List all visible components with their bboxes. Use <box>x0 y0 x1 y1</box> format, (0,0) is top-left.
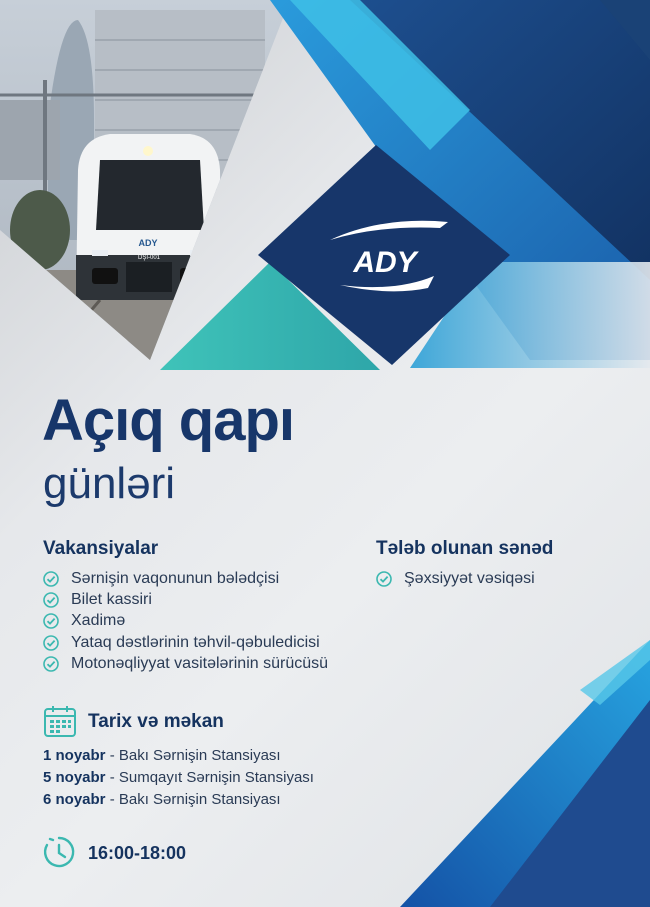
logo-text: ADY <box>353 246 417 279</box>
time-value: 16:00-18:00 <box>88 843 187 863</box>
vacancy-label: Bilet kassiri <box>71 590 152 608</box>
vacancy-label: Motonəqliyyat vasitələrinin sürücüsü <box>71 654 329 672</box>
schedule-list <box>43 745 314 811</box>
schedule-date: 6 noyabr <box>43 791 106 808</box>
check-icon <box>43 571 59 587</box>
list-item <box>43 611 328 632</box>
vacancy-label: Xadimə <box>71 612 126 630</box>
clock-icon <box>42 835 76 869</box>
list-item <box>43 568 328 589</box>
schedule-place: - Sumqayıt Sərnişin Stansiyası <box>105 769 314 786</box>
list-item <box>43 589 328 610</box>
vacancy-label: Sərnişin vaqonunun bələdçisi <box>71 569 280 587</box>
schedule-place: - Bakı Sərnişin Stansiyası <box>105 747 281 764</box>
headline-subtitle: günləri <box>43 459 176 508</box>
list-item <box>376 568 535 589</box>
list-item <box>43 653 328 674</box>
documents-heading: Tələb olunan sənəd <box>376 538 554 559</box>
schedule-place: - Bakı Sərnişin Stansiyası <box>105 791 281 808</box>
schedule-date: 5 noyabr <box>43 769 106 786</box>
check-icon <box>43 656 59 672</box>
schedule-entry <box>43 767 314 789</box>
schedule-entry <box>43 745 314 767</box>
calendar-icon <box>43 704 77 738</box>
list-item <box>43 632 328 653</box>
headline-title: Açıq qapı <box>42 388 295 453</box>
document-label: Şəxsiyyət vəsiqəsi <box>404 569 535 587</box>
train-badge: ADY <box>138 238 158 248</box>
check-icon <box>376 571 392 587</box>
check-icon <box>43 613 59 629</box>
vacancies-list <box>43 568 328 674</box>
check-icon <box>43 592 59 608</box>
vacancy-label: Yataq dəstlərinin təhvil-qəbuledicisi <box>71 633 320 651</box>
vacancies-heading: Vakansiyalar <box>43 538 159 559</box>
check-icon <box>43 635 59 651</box>
schedule-date: 1 noyabr <box>43 747 106 764</box>
schedule-entry <box>43 789 314 811</box>
documents-list <box>376 568 535 589</box>
train-plate: DŞİ-001 <box>137 255 161 261</box>
schedule-heading: Tarix və məkan <box>88 711 224 732</box>
